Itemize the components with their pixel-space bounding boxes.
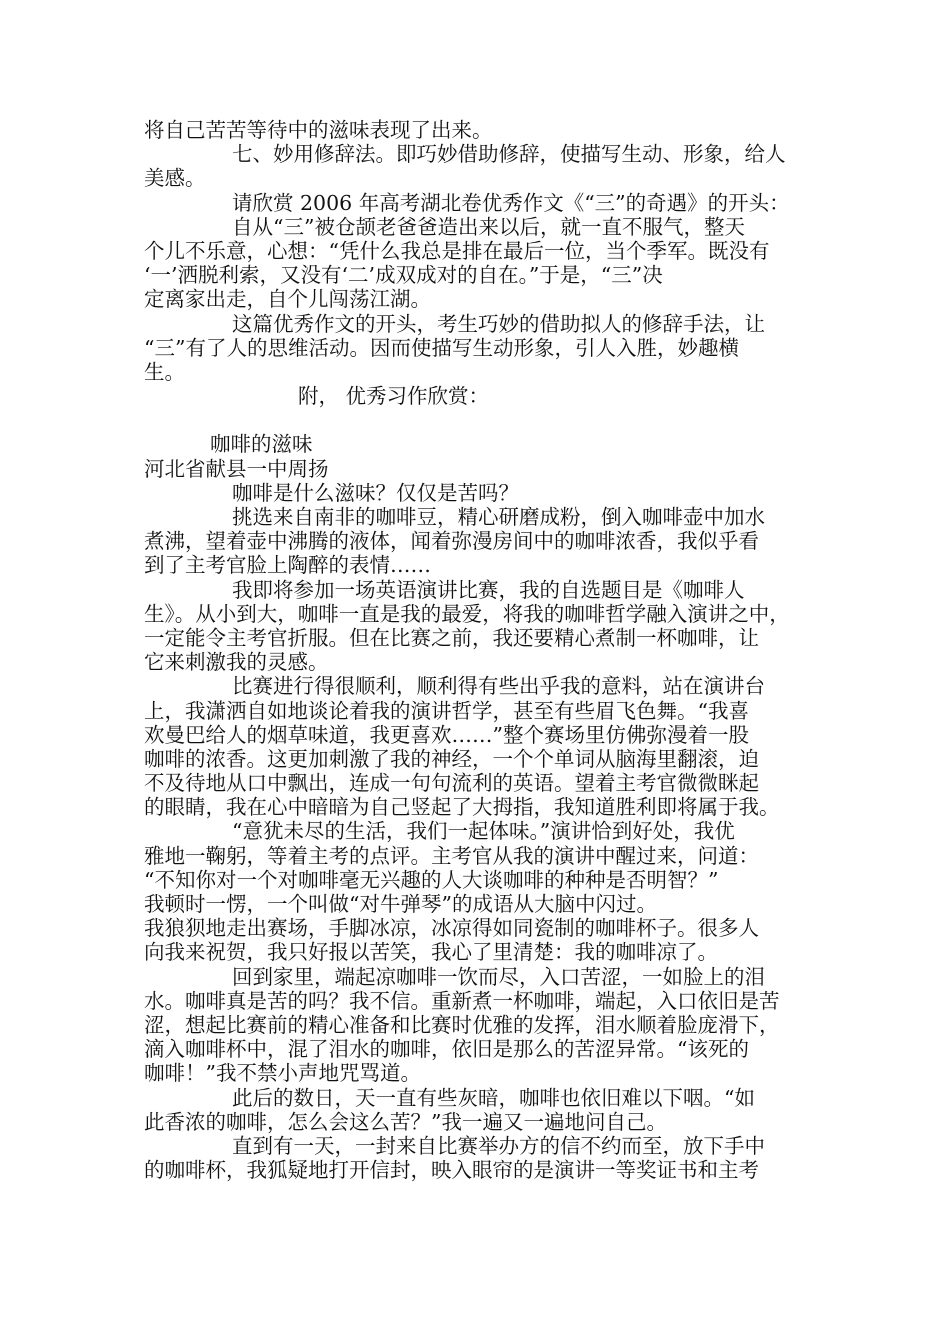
text-line: 的咖啡杯，我狐疑地打开信封，映入眼帘的是演讲一等奖证书和主考	[144, 1158, 759, 1183]
essay-author: 河北省献县一中周扬	[144, 456, 329, 481]
text-line: 此后的数日，天一直有些灰暗，咖啡也依旧难以下咽。“如	[232, 1085, 755, 1110]
text-line: 回到家里，端起凉咖啡一饮而尽，入口苦涩，一如脸上的泪	[232, 964, 765, 989]
text-line: 请欣赏 2006 年高考湖北卷优秀作文《“三”的奇遇》的开头：	[232, 190, 790, 215]
essay-title: 咖啡的滋味	[210, 432, 313, 457]
blank-line	[144, 408, 810, 432]
text-line: 自从“三”被仓颉老爸爸造出来以后，就一直不服气，整天	[232, 214, 745, 239]
text-line: 向我来祝贺，我只好报以苦笑，我心了里清楚：我的咖啡凉了。	[144, 940, 718, 965]
text-line: 煮沸，望着壶中沸腾的液体，闻着弥漫房间中的咖啡浓香，我似乎看	[144, 529, 759, 554]
text-line: 咖啡的浓香。这更加刺激了我的神经，一个个单词从脑海里翻滚，迫	[144, 746, 759, 771]
text-line: “不知你对一个对咖啡毫无兴趣的人大谈咖啡的种种是否明智？”	[144, 867, 719, 892]
text-line: 这篇优秀作文的开头，考生巧妙的借助拟人的修辞手法，让	[232, 311, 765, 336]
text-line: 的眼睛，我在心中暗暗为自己竖起了大拇指，我知道胜利即将属于我。	[144, 795, 780, 820]
text-line: 生。	[144, 359, 185, 384]
text-line: “意犹未尽的生活，我们一起体味。”演讲恰到好处，我优	[232, 819, 735, 844]
text-line: 滴入咖啡杯中，混了泪水的咖啡，依旧是那么的苦涩异常。“该死的	[144, 1037, 749, 1062]
text-line: ‘一’洒脱利索，又没有‘二’成双成对的自在。”于是，“三”决	[144, 263, 663, 288]
text-line: 一定能令主考官折服。但在比赛之前，我还要精心煮制一杯咖啡，让	[144, 625, 759, 650]
text-line: 挑选来自南非的咖啡豆，精心研磨成粉，倒入咖啡壶中加水	[232, 505, 765, 529]
text-line: 欢曼巴给人的烟草味道，我更喜欢……”整个赛场里仿佛弥漫着一股	[144, 722, 749, 747]
text-line: 咖啡是什么滋味？仅仅是苦吗？	[232, 480, 519, 505]
text-line: 我顿时一愣，一个叫做“对牛弹琴”的成语从大脑中闪过。	[144, 892, 657, 916]
text-line: 到了主考官脸上陶醉的表情……	[144, 553, 431, 578]
text-line: 涩，想起比赛前的精心准备和比赛时优雅的发挥，泪水顺着脸庞滑下，	[144, 1012, 780, 1037]
text-line: 上，我潇洒自如地谈论着我的演讲哲学，甚至有些眉飞色舞。“我喜	[144, 698, 749, 723]
text-line: 直到有一天，一封来自比赛举办方的信不约而至，放下手中	[232, 1133, 765, 1158]
text-line: 美感。	[144, 166, 206, 191]
text-line: 将自己苦苦等待中的滋味表现了出来。	[144, 118, 493, 142]
text-line: 定离家出走，自个儿闯荡江湖。	[144, 287, 431, 312]
text-line: 个儿不乐意，心想：“凭什么我总是排在最后一位，当个季军。既没有	[144, 238, 770, 263]
document-body	[144, 118, 810, 1182]
appendix-heading: 附， 优秀习作欣赏：	[298, 384, 490, 409]
text-line: 它来刺激我的灵感。	[144, 650, 329, 675]
text-line: 我即将参加一场英语演讲比赛，我的自选题目是《咖啡人	[232, 577, 745, 602]
text-line: “三”有了人的思维活动。因而使描写生动形象，引人入胜，妙趣横	[144, 335, 739, 360]
text-line: 不及待地从口中飘出，连成一句句流利的英语。望着主考官微微眯起	[144, 771, 759, 796]
section-heading: 七、妙用修辞法。即巧妙借助修辞，使描写生动、形象，给人	[232, 142, 786, 167]
text-line: 雅地一鞠躬，等着主考的点评。主考官从我的演讲中醒过来，问道：	[144, 843, 759, 868]
text-line: 比赛进行得很顺利，顺利得有些出乎我的意料，站在演讲台	[232, 674, 765, 699]
text-line: 此香浓的咖啡，怎么会这么苦？”我一遍又一遍地问自己。	[144, 1109, 667, 1134]
text-line: 咖啡！”我不禁小声地咒骂道。	[144, 1061, 421, 1086]
text-line: 生》。从小到大，咖啡一直是我的最爱，将我的咖啡哲学融入演讲之中，	[144, 601, 790, 626]
text-line: 我狼狈地走出赛场，手脚冰凉，冰凉得如同瓷制的咖啡杯子。很多人	[144, 916, 759, 941]
text-line: 水。咖啡真是苦的吗？我不信。重新煮一杯咖啡，端起，入口依旧是苦	[144, 988, 780, 1013]
